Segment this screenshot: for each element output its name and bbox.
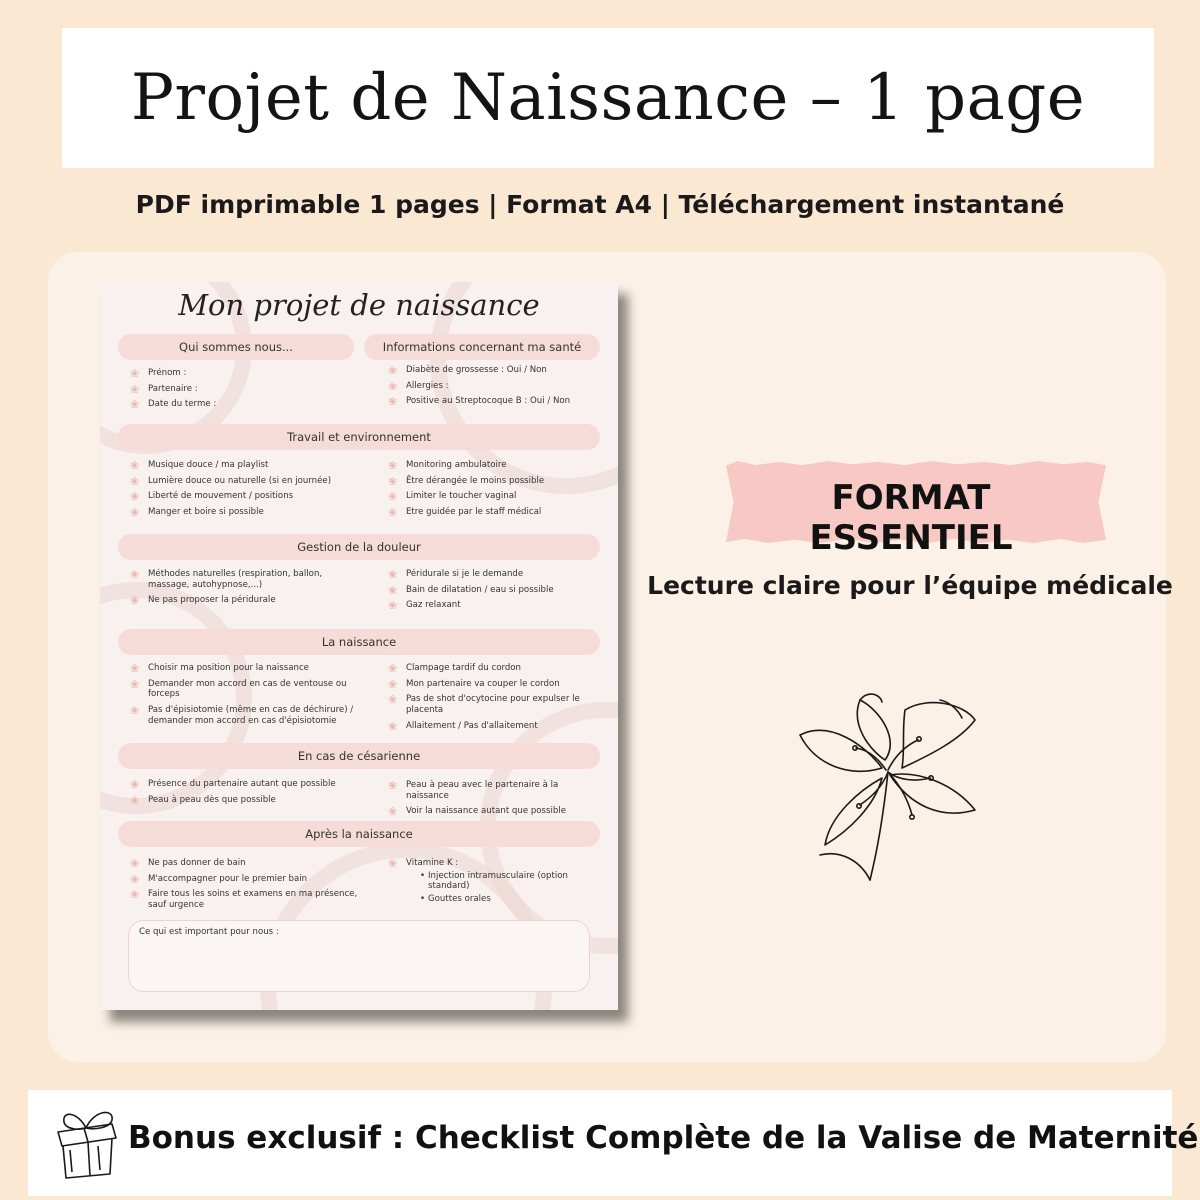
list-item: ❀ Faire tous les soins et examens en ma présence, sauf urgence — [130, 888, 358, 911]
document-preview — [100, 282, 618, 1010]
flower-icon: ❀ — [130, 872, 140, 886]
flower-icon: ❀ — [388, 568, 398, 581]
flower-icon: ❀ — [388, 857, 398, 870]
list-item: ❀ Prénom : — [130, 367, 187, 380]
list-qui — [130, 368, 350, 415]
list-item: ❀ Pas d'épisiotomie (même en cas de déchirure) / demander mon accord en cas d'épisiotomie — [130, 704, 354, 726]
flower-icon: ❀ — [130, 704, 140, 718]
list-item: ❀ Limiter le toucher vaginal — [388, 490, 517, 504]
list-item: ❀ Mon partenaire va couper le cordon — [388, 677, 560, 691]
list-item: ❀ Peau à peau dès que possible — [130, 793, 276, 807]
list-apres-right — [388, 858, 603, 910]
list-item: ❀ M'accompagner pour le premier bain — [130, 872, 308, 886]
lily-icon — [790, 680, 990, 890]
flower-icon: ❀ — [130, 662, 140, 675]
list-item: ❀ Être dérangée le moins possible — [388, 474, 545, 488]
list-item: ❀ Demander mon accord en cas de ventouse ou forceps — [130, 677, 347, 700]
flower-icon: ❀ — [388, 719, 398, 733]
list-item: ❀ Peau à peau avec le partenaire à la naissance — [388, 779, 559, 801]
list-item: ❀ Pas de shot d'ocytocine pour expulser le placenta — [388, 693, 580, 716]
list-item: ❀ Vitamine K : • Injection intramusculaire (option standard) • Gouttes orales — [388, 858, 603, 905]
flower-icon: ❀ — [388, 474, 398, 488]
list-naissance-right — [388, 663, 603, 737]
list-item: ❀ Présence du partenaire autant que possible — [130, 778, 336, 791]
list-item: ❀ Clampage tardif du cordon — [388, 662, 521, 675]
list-sante — [388, 365, 603, 412]
section-header-cesarienne: En cas de césarienne — [118, 743, 600, 769]
flower-icon: ❀ — [130, 459, 140, 472]
flower-icon: ❀ — [388, 677, 398, 691]
product-subtitle: PDF imprimable 1 pages | Format A4 | Téléchargement instantané — [135, 190, 1065, 219]
vitamin-k-options — [420, 871, 603, 905]
list-travail-left — [130, 460, 370, 523]
list-cesarienne-left — [130, 779, 360, 810]
bonus-text: Bonus exclusif : Checklist Complète de la Valise de Maternité — [128, 1120, 1199, 1156]
flower-icon: ❀ — [388, 599, 398, 613]
notes-label: Ce qui est important pour nous : — [139, 927, 279, 937]
flower-icon: ❀ — [130, 382, 140, 396]
list-apres-left — [130, 858, 360, 916]
flower-icon: ❀ — [130, 888, 140, 902]
list-item: ❀ Diabète de grossesse : Oui / Non — [388, 364, 547, 377]
flower-icon: ❀ — [388, 490, 398, 504]
list-item: ❀ Allaitement / Pas d'allaitement — [388, 719, 538, 733]
bonus-banner — [28, 1090, 1199, 1196]
flower-icon: ❀ — [388, 805, 398, 819]
flower-icon: ❀ — [130, 568, 140, 581]
flower-icon: ❀ — [130, 490, 140, 504]
flower-icon: ❀ — [130, 677, 140, 691]
flower-icon: ❀ — [388, 459, 398, 472]
notes-box — [128, 920, 590, 992]
flower-icon: ❀ — [130, 857, 140, 870]
flower-icon: ❀ — [130, 367, 140, 380]
format-label: FORMAT ESSENTIEL — [809, 478, 1013, 558]
list-item: ❀ Manger et boire si possible — [130, 506, 264, 520]
list-item: ❀ Date du terme : — [130, 398, 217, 412]
list-item: ❀ Monitoring ambulatoire — [388, 459, 507, 472]
flower-icon: ❀ — [130, 793, 140, 807]
list-douleur-right — [388, 569, 603, 616]
flower-icon: ❀ — [130, 474, 140, 488]
list-naissance-left — [130, 663, 360, 732]
flower-icon: ❀ — [130, 398, 140, 412]
list-item: ❀ Liberté de mouvement / positions — [130, 490, 294, 504]
flower-icon: ❀ — [388, 506, 398, 520]
list-item: ❀ Lumière douce ou naturelle (si en journée) — [130, 474, 332, 488]
list-item: ❀ Péridurale si je le demande — [388, 568, 524, 581]
section-header-qui: Qui sommes nous... — [118, 334, 354, 360]
flower-icon: ❀ — [388, 379, 398, 393]
flower-icon: ❀ — [388, 395, 398, 409]
list-item: ❀ Etre guidée par le staff médical — [388, 506, 542, 520]
list-item: ❀ Partenaire : — [130, 382, 198, 396]
section-header-travail: Travail et environnement — [118, 424, 600, 450]
flower-icon: ❀ — [388, 583, 398, 597]
list-item: ❀ Bain de dilatation / eau si possible — [388, 583, 554, 597]
sub-list-item: • Injection intramusculaire (option standard) — [420, 871, 603, 892]
gift-icon — [50, 1102, 122, 1182]
flower-icon: ❀ — [130, 778, 140, 791]
list-item: ❀ Choisir ma position pour la naissance — [130, 662, 309, 675]
section-header-apres: Après la naissance — [118, 821, 600, 847]
flower-icon: ❀ — [388, 779, 398, 792]
flower-icon: ❀ — [388, 364, 398, 377]
list-travail-right — [388, 460, 603, 523]
section-header-naissance: La naissance — [118, 629, 600, 655]
list-item: ❀ Positive au Streptocoque B : Oui / Non — [388, 395, 571, 409]
page-title: Projet de Naissance – 1 page — [130, 61, 1086, 135]
section-header-douleur: Gestion de la douleur — [118, 534, 600, 560]
flower-icon: ❀ — [388, 662, 398, 675]
list-item: ❀ Gaz relaxant — [388, 599, 461, 613]
list-item: ❀ Voir la naissance autant que possible — [388, 805, 567, 819]
flower-icon: ❀ — [130, 594, 140, 608]
list-item: ❀ Méthodes naturelles (respiration, ballon, massage, autohypnose,...) — [130, 568, 323, 590]
list-item: ❀ Ne pas proposer la péridurale — [130, 594, 276, 608]
list-item: ❀ Ne pas donner de bain — [130, 857, 246, 870]
list-cesarienne-right — [388, 780, 603, 822]
flower-icon: ❀ — [388, 693, 398, 707]
flower-icon: ❀ — [130, 506, 140, 520]
document-title: Mon projet de naissance — [178, 288, 540, 322]
sub-list-item: • Gouttes orales — [420, 894, 603, 905]
list-item: ❀ Musique douce / ma playlist — [130, 459, 269, 472]
list-douleur-left — [130, 569, 360, 611]
section-header-sante: Informations concernant ma santé — [364, 334, 600, 360]
title-banner — [62, 28, 1154, 168]
list-item: ❀ Allergies : — [388, 379, 449, 393]
lecture-caption: Lecture claire pour l’équipe médicale — [647, 571, 1173, 600]
